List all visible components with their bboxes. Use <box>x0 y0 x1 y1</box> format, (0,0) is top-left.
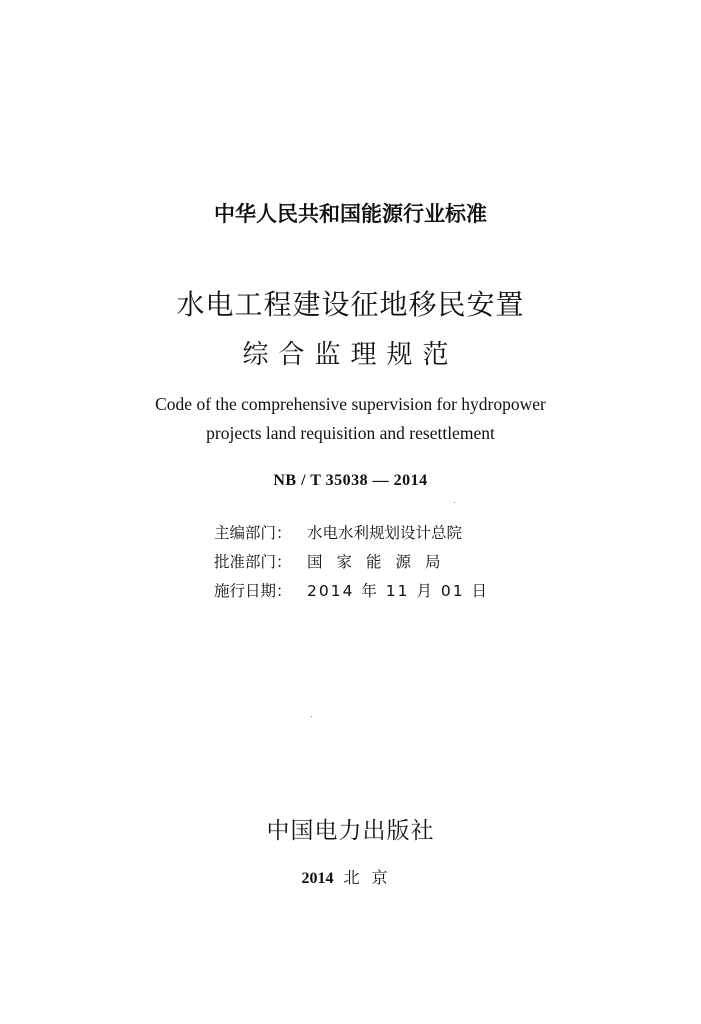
effective-date-label: 施行日期： <box>214 582 292 600</box>
english-title-line1: Code of the comprehensive supervision for hydropower <box>155 394 546 414</box>
editor-row <box>214 521 462 543</box>
approver-value: 国家能源局 <box>307 553 455 571</box>
approver-label: 批准部门： <box>214 553 292 571</box>
publication-year: 2014 <box>301 870 334 887</box>
english-title-line2: projects land requisition and resettlement <box>206 423 495 443</box>
standard-number: NB / T 35038 — 2014 <box>273 472 428 489</box>
publication-place <box>0 865 701 888</box>
scan-speck <box>454 502 455 503</box>
effective-date-value: 2014 年 11 月 01 日 <box>307 582 490 600</box>
document-title-line2: 综合监理规范 <box>242 340 459 370</box>
publisher-name: 中国电力出版社 <box>266 818 435 844</box>
editor-label: 主编部门： <box>214 524 292 542</box>
scan-speck <box>311 716 312 717</box>
effective-date-row <box>214 579 489 601</box>
standard-series-title: 中华人民共和国能源行业标准 <box>214 202 487 226</box>
approver-row <box>214 550 455 572</box>
document-title-line1: 水电工程建设征地移民安置 <box>176 288 525 321</box>
publication-city: 北京 <box>343 868 400 887</box>
editor-value: 水电水利规划设计总院 <box>307 524 463 542</box>
